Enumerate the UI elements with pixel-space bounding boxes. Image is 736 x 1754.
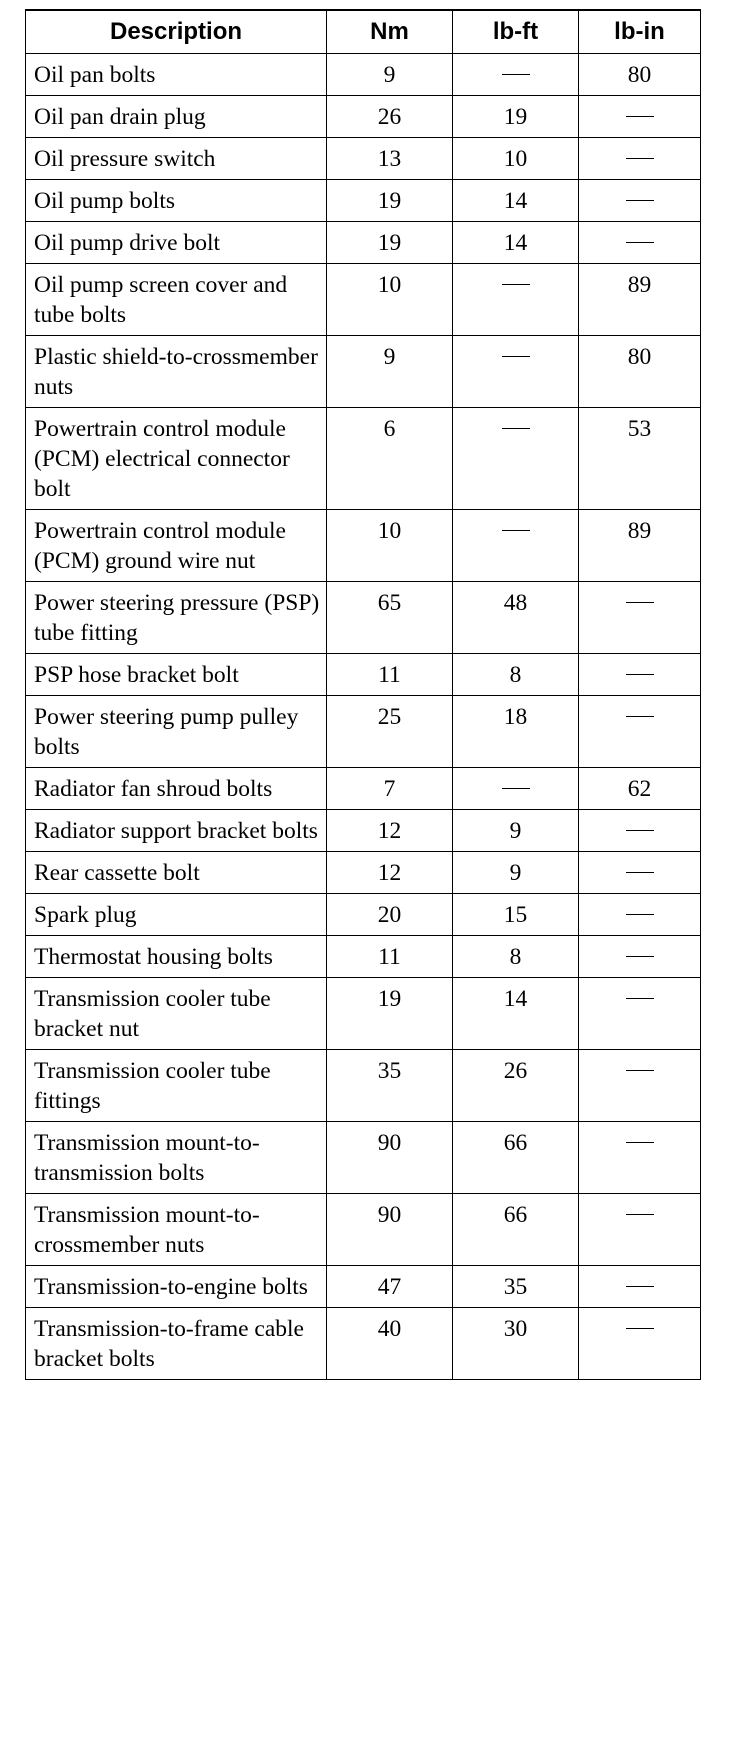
empty-value-dash xyxy=(626,830,654,831)
cell-lb-in: 89 xyxy=(579,510,701,582)
cell-lb-in: 80 xyxy=(579,54,701,96)
cell-description: Power steering pressure (PSP) tube fitting xyxy=(26,582,327,654)
cell-lb-ft: 14 xyxy=(453,180,579,222)
table-header xyxy=(26,10,701,54)
cell-lb-ft: 9 xyxy=(453,852,579,894)
cell-nm: 10 xyxy=(327,264,453,336)
cell-lb-ft: 26 xyxy=(453,1050,579,1122)
empty-value-dash xyxy=(626,1286,654,1287)
cell-lb-ft: 8 xyxy=(453,936,579,978)
cell-nm: 13 xyxy=(327,138,453,180)
table-row xyxy=(26,1050,701,1122)
empty-value-dash xyxy=(626,602,654,603)
cell-description: Transmission cooler tube fittings xyxy=(26,1050,327,1122)
cell-nm: 6 xyxy=(327,408,453,510)
empty-value-dash xyxy=(502,530,530,531)
cell-nm: 9 xyxy=(327,54,453,96)
empty-value-dash xyxy=(626,158,654,159)
header-lb-in: lb-in xyxy=(579,10,701,54)
cell-lb-ft: 35 xyxy=(453,1266,579,1308)
table-row xyxy=(26,1122,701,1194)
cell-description: Power steering pump pulley bolts xyxy=(26,696,327,768)
table-row xyxy=(26,1266,701,1308)
cell-lb-ft: 10 xyxy=(453,138,579,180)
cell-description: PSP hose bracket bolt xyxy=(26,654,327,696)
cell-description: Oil pump screen cover and tube bolts xyxy=(26,264,327,336)
cell-nm: 11 xyxy=(327,654,453,696)
table-row xyxy=(26,894,701,936)
cell-description: Oil pan drain plug xyxy=(26,96,327,138)
header-lb-ft: lb-ft xyxy=(453,10,579,54)
header-row xyxy=(26,10,701,54)
table-row xyxy=(26,54,701,96)
cell-lb-ft: 48 xyxy=(453,582,579,654)
cell-nm: 47 xyxy=(327,1266,453,1308)
empty-value-dash xyxy=(626,956,654,957)
table-row xyxy=(26,180,701,222)
empty-value-dash xyxy=(502,74,530,75)
cell-description: Transmission-to-frame cable bracket bolts xyxy=(26,1308,327,1380)
cell-description: Oil pan bolts xyxy=(26,54,327,96)
cell-lb-in xyxy=(579,936,701,978)
empty-value-dash xyxy=(626,674,654,675)
cell-lb-in: 89 xyxy=(579,264,701,336)
cell-lb-in: 80 xyxy=(579,336,701,408)
cell-description: Oil pump bolts xyxy=(26,180,327,222)
cell-description: Oil pump drive bolt xyxy=(26,222,327,264)
cell-lb-in xyxy=(579,96,701,138)
cell-lb-in xyxy=(579,138,701,180)
table-row xyxy=(26,264,701,336)
cell-nm: 20 xyxy=(327,894,453,936)
empty-value-dash xyxy=(626,716,654,717)
cell-lb-ft: 66 xyxy=(453,1194,579,1266)
cell-lb-ft xyxy=(453,336,579,408)
cell-lb-ft: 14 xyxy=(453,978,579,1050)
cell-description: Transmission cooler tube bracket nut xyxy=(26,978,327,1050)
empty-value-dash xyxy=(626,200,654,201)
cell-lb-in xyxy=(579,852,701,894)
cell-description: Oil pressure switch xyxy=(26,138,327,180)
cell-nm: 90 xyxy=(327,1122,453,1194)
cell-nm: 11 xyxy=(327,936,453,978)
empty-value-dash xyxy=(626,116,654,117)
cell-lb-in xyxy=(579,1194,701,1266)
cell-lb-ft: 19 xyxy=(453,96,579,138)
cell-nm: 19 xyxy=(327,180,453,222)
cell-nm: 26 xyxy=(327,96,453,138)
cell-description: Transmission mount-to-transmission bolts xyxy=(26,1122,327,1194)
cell-lb-in xyxy=(579,1308,701,1380)
cell-lb-ft: 8 xyxy=(453,654,579,696)
table-row xyxy=(26,978,701,1050)
cell-nm: 35 xyxy=(327,1050,453,1122)
empty-value-dash xyxy=(502,788,530,789)
cell-lb-ft: 14 xyxy=(453,222,579,264)
cell-nm: 12 xyxy=(327,810,453,852)
table-row xyxy=(26,1194,701,1266)
cell-nm: 90 xyxy=(327,1194,453,1266)
table-row xyxy=(26,852,701,894)
empty-value-dash xyxy=(626,1070,654,1071)
cell-description: Thermostat housing bolts xyxy=(26,936,327,978)
cell-description: Spark plug xyxy=(26,894,327,936)
empty-value-dash xyxy=(626,914,654,915)
empty-value-dash xyxy=(626,1328,654,1329)
table-row xyxy=(26,96,701,138)
cell-nm: 25 xyxy=(327,696,453,768)
empty-value-dash xyxy=(502,356,530,357)
table-row xyxy=(26,768,701,810)
table-row xyxy=(26,654,701,696)
torque-spec-table xyxy=(25,9,701,1380)
cell-lb-ft xyxy=(453,768,579,810)
cell-lb-in: 53 xyxy=(579,408,701,510)
empty-value-dash xyxy=(626,998,654,999)
empty-value-dash xyxy=(626,1214,654,1215)
table-row xyxy=(26,138,701,180)
cell-description: Powertrain control module (PCM) ground wire nut xyxy=(26,510,327,582)
empty-value-dash xyxy=(626,872,654,873)
cell-nm: 19 xyxy=(327,978,453,1050)
cell-lb-in xyxy=(579,1122,701,1194)
cell-nm: 9 xyxy=(327,336,453,408)
cell-lb-in xyxy=(579,1050,701,1122)
cell-lb-ft xyxy=(453,510,579,582)
cell-lb-ft xyxy=(453,264,579,336)
cell-lb-in xyxy=(579,894,701,936)
cell-lb-in xyxy=(579,222,701,264)
table-row xyxy=(26,408,701,510)
table-row xyxy=(26,936,701,978)
cell-description: Transmission-to-engine bolts xyxy=(26,1266,327,1308)
cell-lb-in xyxy=(579,180,701,222)
cell-nm: 10 xyxy=(327,510,453,582)
header-nm: Nm xyxy=(327,10,453,54)
cell-lb-in xyxy=(579,810,701,852)
cell-nm: 7 xyxy=(327,768,453,810)
empty-value-dash xyxy=(626,242,654,243)
cell-lb-in xyxy=(579,654,701,696)
cell-lb-in xyxy=(579,978,701,1050)
cell-nm: 65 xyxy=(327,582,453,654)
empty-value-dash xyxy=(502,284,530,285)
header-description: Description xyxy=(26,10,327,54)
table-row xyxy=(26,1308,701,1380)
cell-lb-in xyxy=(579,696,701,768)
table-row xyxy=(26,582,701,654)
cell-lb-ft: 66 xyxy=(453,1122,579,1194)
cell-description: Rear cassette bolt xyxy=(26,852,327,894)
cell-lb-ft: 9 xyxy=(453,810,579,852)
cell-description: Radiator support bracket bolts xyxy=(26,810,327,852)
cell-lb-ft: 15 xyxy=(453,894,579,936)
cell-lb-ft: 30 xyxy=(453,1308,579,1380)
table-row xyxy=(26,810,701,852)
cell-lb-ft: 18 xyxy=(453,696,579,768)
cell-lb-in xyxy=(579,582,701,654)
cell-lb-in xyxy=(579,1266,701,1308)
empty-value-dash xyxy=(502,428,530,429)
table-row xyxy=(26,222,701,264)
empty-value-dash xyxy=(626,1142,654,1143)
table-row xyxy=(26,696,701,768)
cell-nm: 40 xyxy=(327,1308,453,1380)
cell-lb-ft xyxy=(453,54,579,96)
table-body xyxy=(26,54,701,1380)
cell-description: Plastic shield-to-crossmember nuts xyxy=(26,336,327,408)
cell-nm: 12 xyxy=(327,852,453,894)
cell-description: Powertrain control module (PCM) electrical connector bolt xyxy=(26,408,327,510)
cell-lb-ft xyxy=(453,408,579,510)
table-row xyxy=(26,336,701,408)
cell-nm: 19 xyxy=(327,222,453,264)
cell-lb-in: 62 xyxy=(579,768,701,810)
cell-description: Radiator fan shroud bolts xyxy=(26,768,327,810)
cell-description: Transmission mount-to-crossmember nuts xyxy=(26,1194,327,1266)
table-row xyxy=(26,510,701,582)
